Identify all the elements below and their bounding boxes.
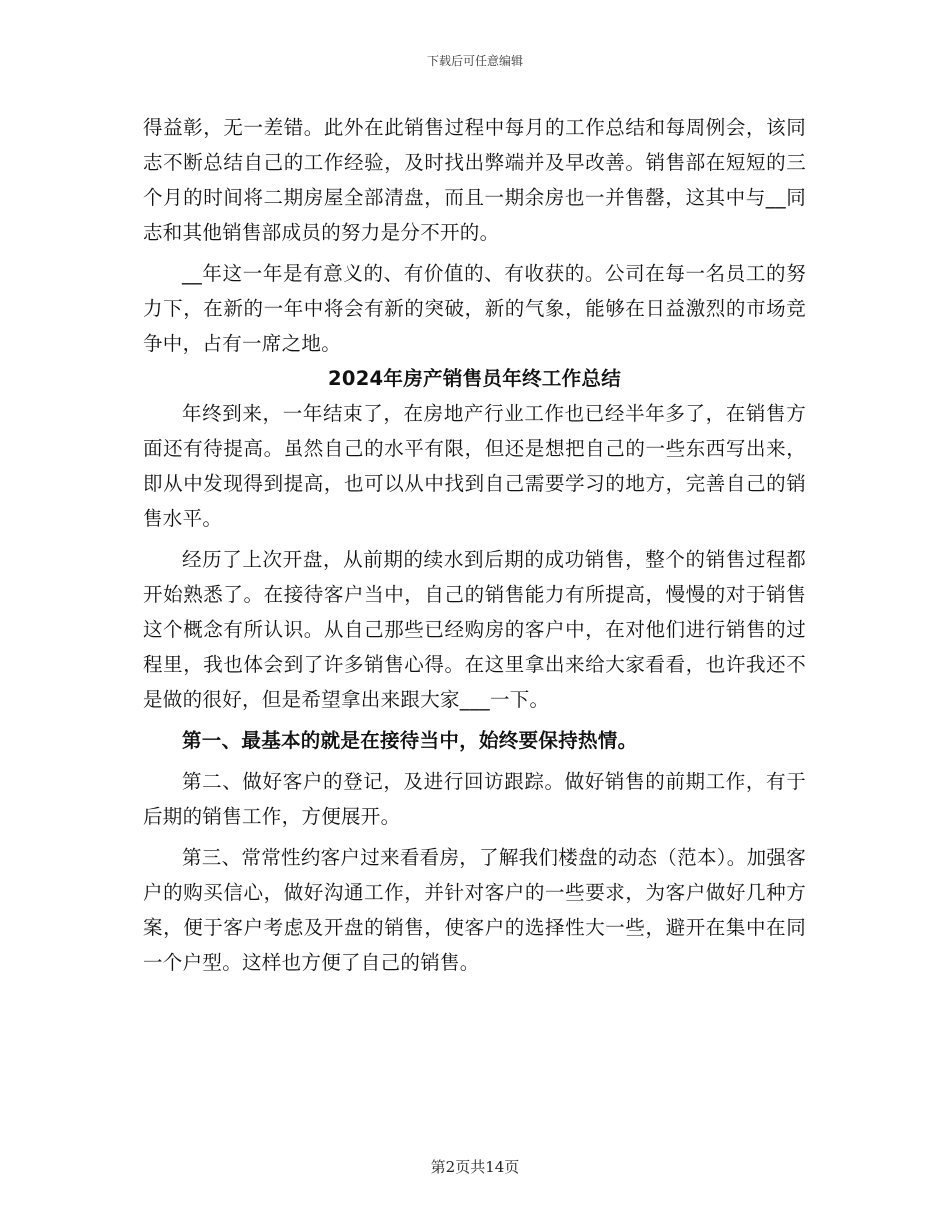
paragraph-6: 第二、做好客户的登记，及进行回访跟踪。做好销售的前期工作，有于后期的销售工作，方便展开。 xyxy=(143,770,806,828)
section-title: 2024年房产销售员年终工作总结 xyxy=(327,367,622,390)
document-body xyxy=(143,110,806,980)
paragraph-1: 得益彰，无一差错。此外在此销售过程中每月的工作总结和每周例会，该同志不断总结自己的工作经验，及时找出弊端并及早改善。销售部在短短的三个月的时间将二期房屋全部清盘，而且一期余房也一并售罄，这其中与__同志和其他销售部成员的努力是分不开的。 xyxy=(143,116,806,244)
paragraph-2: __年这一年是有意义的、有价值的、有收获的。公司在每一名员工的努力下，在新的一年中将会有新的突破，新的气象，能够在日益激烈的市场竞争中，占有一席之地。 xyxy=(143,262,806,355)
paragraph-5: 第一、最基本的就是在接待当中，始终要保持热情。 xyxy=(182,729,638,752)
paragraph-4: 经历了上次开盘，从前期的续水到后期的成功销售，整个的销售过程都开始熟悉了。在接待客户当中，自己的销售能力有所提高，慢慢的对于销售这个概念有所认识。从自己那些已经购房的客户中，在对他们进行销售的过程里，我也体会到了许多销售心得。在这里拿出来给大家看看，也许我还不是做的很好，但是希望拿出来跟大家___一下。 xyxy=(143,548,806,711)
paragraph-7: 第三、常常性约客户过来看看房，了解我们楼盘的动态（范本）。加强客户的购买信心，做好沟通工作，并针对客户的一些要求，为客户做好几种方案，便于客户考虑及开盘的销售，使客户的选择性大一些，避开在集中在同一个户型。这样也方便了自己的销售。 xyxy=(143,846,806,974)
page-footer: 第2页共14页 xyxy=(430,1158,520,1176)
paragraph-3: 年终到来，一年结束了，在房地产行业工作也已经半年多了，在销售方面还有待提高。虽然自己的水平有限，但还是想把自己的一些东西写出来，即从中发现得到提高，也可以从中找到自己需要学习的地方，完善自己的销售水平。 xyxy=(143,402,806,530)
page-header: 下载后可任意编辑 xyxy=(426,54,523,68)
